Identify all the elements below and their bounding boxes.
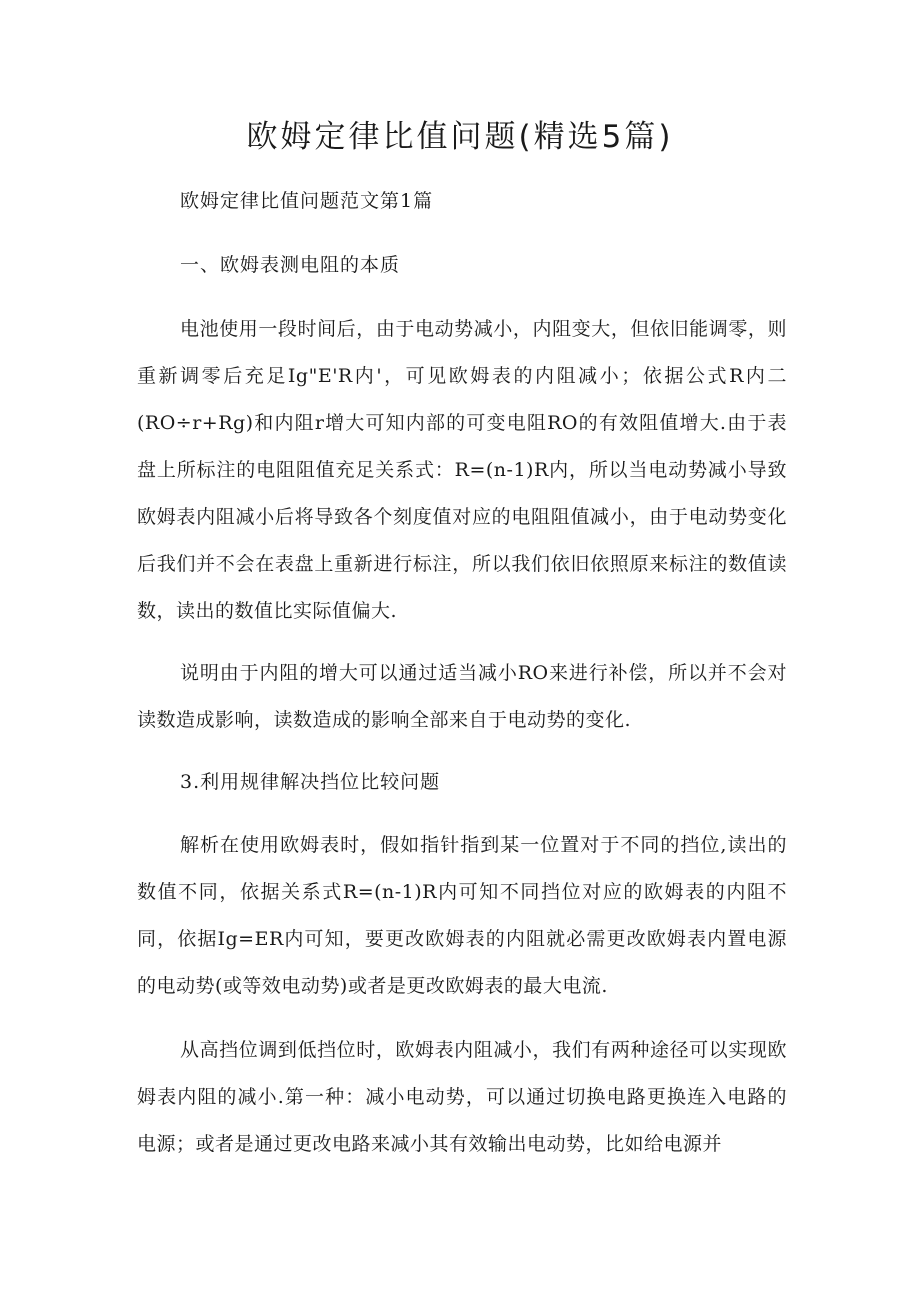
section-heading-2: 3.利用规律解决挡位比较问题 — [180, 771, 441, 793]
paragraph-4: 从高挡位调到低挡位时，欧姆表内阻减小，我们有两种途径可以实现欧姆表内阻的减小.第一种：减小电动势，可以通过切换电路更换连入电路的电源；或者是通过更改电路来减小其有效输出电动势，比如给电源并 — [137, 1039, 787, 1155]
paragraph-3: 解析在使用欧姆表时，假如指针指到某一位置对于不同的挡位,读出的数值不同，依据关系式R=(n-1)R内可知不同挡位对应的欧姆表的内阻不同，依据Ig=ER内可知，要更改欧姆表的内阻就必需更改欧姆表内置电源的电动势(或等效电动势)或者是更改欧姆表的最大电流. — [137, 834, 787, 997]
document-title: 欧姆定律比值问题(精选5篇) — [246, 119, 674, 155]
article-subtitle: 欧姆定律比值问题范文第1篇 — [180, 190, 434, 212]
paragraph-2: 说明由于内阻的增大可以通过适当减小RO来进行补偿，所以并不会对读数造成影响，读数造成的影响全部来自于电动势的变化. — [137, 662, 787, 731]
paragraph-1: 电池使用一段时间后，由于电动势减小，内阻变大，但依旧能调零，则重新调零后充足Ig"E'R内'，可见欧姆表的内阻减小；依据公式R内二(RO÷r+Rg)和内阻r增大可知内部的可变电阻RO的有效阻值增大.由于表盘上所标注的电阻阻值充足关系式：R=(n-1)R内，所以当电动势减小导致欧姆表内阻减小后将导致各个刻度值对应的电阻阻值减小，由于电动势变化后我们并不会在表盘上重新进行标注，所以我们依旧依照原来标注的数值读数，读出的数值比实际值偏大. — [137, 318, 787, 622]
section-heading-1: 一、欧姆表测电阻的本质 — [180, 254, 401, 276]
